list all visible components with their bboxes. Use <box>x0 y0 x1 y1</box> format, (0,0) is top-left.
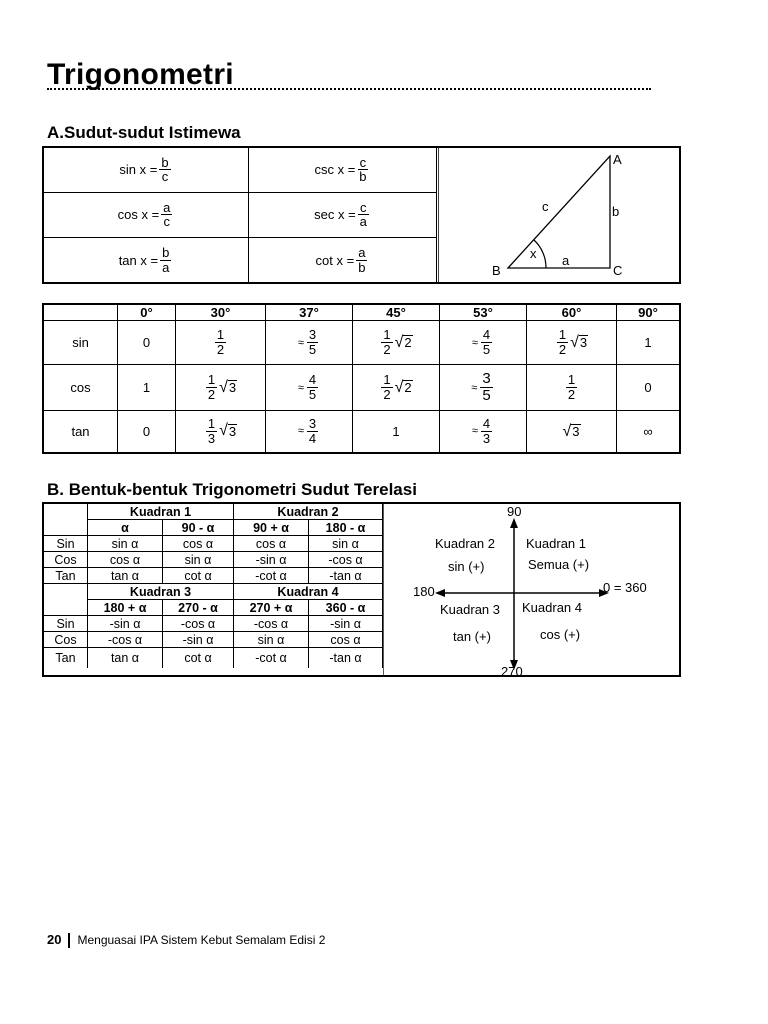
section-b-heading: B. Bentuk-bentuk Trigonometri Sudut Terelasi <box>47 480 417 499</box>
axis-label-180: 180 <box>413 584 435 599</box>
value-cell: $\frac{1}{2}$ √ 2 <box>353 321 440 365</box>
value-cell: $\frac{1}{2}$ √ 2 <box>353 365 440 411</box>
tan-ratio: tan x = $\frac{b}{a}$ <box>44 238 249 282</box>
value-cell: ≈ $\frac{3}{5}$ <box>440 365 527 411</box>
value-cell: $\frac{1}{2}$ √ 3 <box>527 321 617 365</box>
value-cell: $\frac{1}{2}$ <box>176 321 266 365</box>
quadrant-2-header: Kuadran 2 <box>234 504 383 520</box>
cot-ratio: cot x = $\frac{a}{b}$ <box>249 238 437 282</box>
angle-90: 90° <box>617 304 681 321</box>
angle-0: 0° <box>118 304 176 321</box>
axis-label-270: 270 <box>501 664 523 675</box>
quadrant-2-label: Kuadran 2 <box>435 536 495 551</box>
value-cell: 0 <box>118 321 176 365</box>
vertex-c-label: C <box>613 263 623 278</box>
value-cell: $\frac{1}{3}$ √ 3 <box>176 411 266 453</box>
angle-53: 53° <box>440 304 527 321</box>
cos-ratio: cos x = $\frac{a}{c}$ <box>44 192 249 237</box>
title-divider <box>47 88 651 90</box>
table-row: Sin -sin α -cos α -cos α -sin α <box>44 616 383 632</box>
value-cell: ∞ <box>617 411 681 453</box>
col-header: 270 - α <box>163 600 234 616</box>
value-cell: 0 <box>118 411 176 453</box>
table-row: Sin sin α cos α cos α sin α <box>44 536 383 552</box>
col-header: 90 + α <box>234 520 309 536</box>
value-cell: ≈ $\frac{3}{4}$ <box>266 411 353 453</box>
value-cell: $\frac{1}{2}$ <box>527 365 617 411</box>
row-label: cos <box>43 365 118 411</box>
tan-row <box>43 411 680 453</box>
quadrant-1-header: Kuadran 1 <box>88 504 234 520</box>
vertex-a-label: A <box>613 152 622 167</box>
col-header: α <box>88 520 163 536</box>
page-number: 20 <box>47 932 62 947</box>
page-title: Trigonometri <box>47 58 234 91</box>
ratio-table <box>44 148 437 282</box>
value-cell: 0 <box>617 365 681 411</box>
ratio-box <box>42 146 681 284</box>
value-cell: √ 3 <box>527 411 617 453</box>
side-a-label: a <box>562 253 570 268</box>
sin-row <box>43 321 680 365</box>
col-header: 180 + α <box>88 600 163 616</box>
csc-ratio: csc x = $\frac{c}{b}$ <box>249 148 437 192</box>
col-header: 180 - α <box>309 520 383 536</box>
section-a-heading: A.Sudut-sudut Istimewa <box>47 123 241 142</box>
table-row: Tan tan α cot α -cot α -tan α <box>44 648 383 668</box>
value-cell: ≈ $\frac{3}{5}$ <box>266 321 353 365</box>
quadrant-3-label: Kuadran 3 <box>440 602 500 617</box>
table-row: Tan tan α cot α -cot α -tan α <box>44 568 383 584</box>
row-label: sin <box>43 321 118 365</box>
side-c-label: c <box>542 199 549 214</box>
special-angles-table <box>42 303 681 454</box>
col-header: 90 - α <box>163 520 234 536</box>
axis-label-90: 90 <box>507 504 522 519</box>
vertex-b-label: B <box>492 263 501 278</box>
angle-37: 37° <box>266 304 353 321</box>
side-b-label: b <box>612 204 620 219</box>
quadrant-box <box>42 502 681 677</box>
table-row: Cos -cos α -sin α sin α cos α <box>44 632 383 648</box>
quadrant-1-sign: Semua (+) <box>528 557 590 572</box>
value-cell: ≈ $\frac{4}{5}$ <box>440 321 527 365</box>
quadrant-3-header: Kuadran 3 <box>88 584 234 600</box>
quadrant-4-header: Kuadran 4 <box>234 584 383 600</box>
cos-row <box>43 365 680 411</box>
angle-x-label: x <box>530 246 537 261</box>
row-label: tan <box>43 411 118 453</box>
angle-60: 60° <box>527 304 617 321</box>
sin-ratio: sin x = $\frac{b}{c}$ <box>44 148 249 192</box>
quadrant-3-sign: tan (+) <box>453 629 491 644</box>
value-cell: 1 <box>118 365 176 411</box>
col-header: 360 - α <box>309 600 383 616</box>
value-cell: 1 <box>617 321 681 365</box>
quadrant-2-sign: sin (+) <box>448 559 485 574</box>
quadrant-4-label: Kuadran 4 <box>522 600 582 615</box>
value-cell: 1 <box>353 411 440 453</box>
quadrant-diagram <box>383 504 679 675</box>
col-header: 270 + α <box>234 600 309 616</box>
angle-header-row <box>43 304 680 321</box>
value-cell: $\frac{1}{2}$ √ 3 <box>176 365 266 411</box>
quadrant-1-label: Kuadran 1 <box>526 536 586 551</box>
angle-30: 30° <box>176 304 266 321</box>
footer-text: Menguasai IPA Sistem Kebut Semalam Edisi 2 <box>77 933 326 947</box>
angle-45: 45° <box>353 304 440 321</box>
value-cell: ≈ $\frac{4}{3}$ <box>440 411 527 453</box>
axis-label-0-360: 0 = 360 <box>603 580 647 595</box>
value-cell: ≈ $\frac{4}{5}$ <box>266 365 353 411</box>
table-row: Cos cos α sin α -sin α -cos α <box>44 552 383 568</box>
quadrant-table <box>44 504 383 668</box>
quadrant-4-sign: cos (+) <box>540 627 581 642</box>
footer-divider <box>68 933 70 948</box>
sec-ratio: sec x = $\frac{c}{a}$ <box>249 192 437 237</box>
page-footer <box>47 932 325 948</box>
right-triangle-diagram <box>438 148 679 282</box>
